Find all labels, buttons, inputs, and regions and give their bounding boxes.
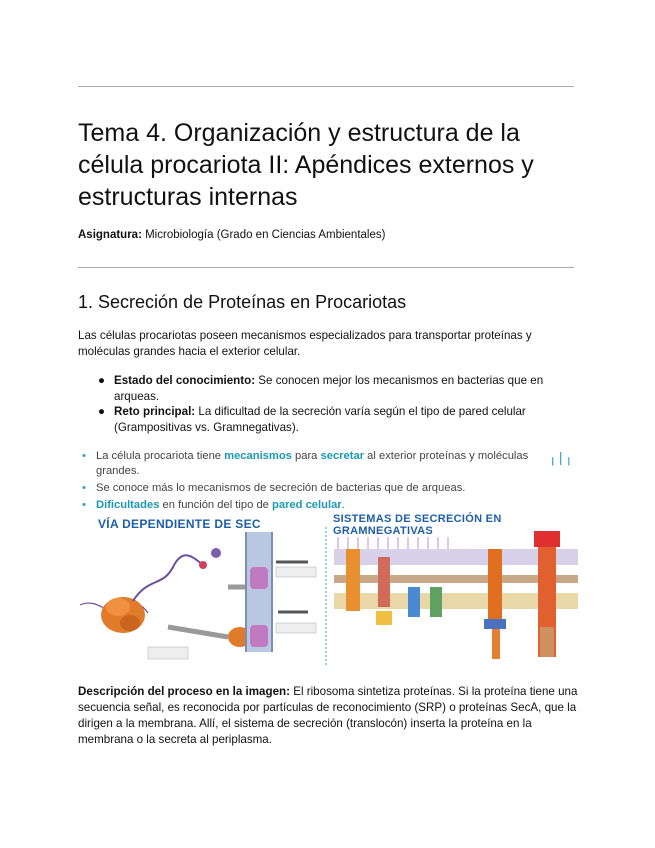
gramnegative-panel xyxy=(334,531,578,659)
caption-label: Descripción del proceso en la imagen: xyxy=(78,685,290,698)
slide-text: . xyxy=(341,499,345,511)
sec-pathway-panel xyxy=(80,532,316,659)
bullet-icon: • xyxy=(82,499,86,511)
ribosome-icon xyxy=(101,597,145,633)
translocon-icon xyxy=(250,625,268,647)
secretion-figure xyxy=(78,527,583,667)
type2-system-icon xyxy=(346,549,360,611)
arrow-icon xyxy=(168,627,228,637)
figure-left-title: VÍA DEPENDIENTE DE SEC xyxy=(98,517,261,531)
subject-line xyxy=(78,229,385,241)
figure-description xyxy=(78,684,578,748)
embedded-slide-image xyxy=(78,443,583,667)
subject-label: Asignatura: xyxy=(78,229,142,241)
section-heading: 1. Secreción de Proteínas en Procariotas xyxy=(78,292,407,312)
seca-icon xyxy=(211,548,221,558)
sec-system-icon xyxy=(430,587,442,617)
figure-right-title: SISTEMAS DE SECRECIÓN EN GRAMNEGATIVAS xyxy=(333,513,502,537)
slide-keyword: Dificultades xyxy=(96,499,160,511)
translocon-icon xyxy=(250,567,268,589)
slide-text: La célula procariota tiene xyxy=(96,450,225,462)
slide-bullet xyxy=(78,449,548,479)
label-box xyxy=(276,623,316,633)
label-box xyxy=(276,567,316,577)
bullet-label: Estado del conocimiento: xyxy=(114,374,256,387)
list-item xyxy=(78,373,548,404)
slide-keyword: pared celular xyxy=(272,499,342,511)
section-divider xyxy=(78,267,574,268)
list-item xyxy=(78,404,548,435)
slide-keyword: secretar xyxy=(320,450,365,462)
signal-peptide xyxy=(199,561,207,569)
slide-keyword: mecanismos xyxy=(224,450,292,462)
slide-text: en función del tipo de xyxy=(159,499,273,511)
key-points-list xyxy=(78,373,548,435)
bullet-label: Reto principal: xyxy=(114,405,196,418)
bullet-text: La dificultad de la secreción varía según el tipo de pared celular (Grampositivas vs. Gramnegativas). xyxy=(114,405,526,434)
slide-bullets xyxy=(78,449,548,515)
bullet-text: Se conocen mejor los mecanismos en bacterias que en arqueas. xyxy=(114,374,544,403)
slide-text: para xyxy=(291,450,321,462)
bullet-icon: ● xyxy=(98,374,106,387)
tat-system-icon xyxy=(408,587,420,617)
protein-chain xyxy=(133,555,203,601)
type1-system-icon xyxy=(488,549,502,619)
slide-bullet xyxy=(78,481,548,496)
top-divider xyxy=(78,86,574,87)
label-box xyxy=(148,647,188,659)
slide-bullet xyxy=(78,498,548,513)
slide-decoration: ╷|╷ xyxy=(548,449,575,465)
page-title: Tema 4. Organización y estructura de la célula procariota II: Apéndices externos y estructuras internas xyxy=(78,119,534,211)
bullet-icon: • xyxy=(82,450,86,462)
subject-value: Microbiología (Grado en Ciencias Ambientales) xyxy=(141,229,386,241)
slide-text: Se conoce más lo mecanismos de secreción de bacterias que de arqueas. xyxy=(96,482,466,494)
caption-text: El ribosoma sintetiza proteínas. Si la proteína tiene una secuencia señal, es reconocida por partículas de reconocimiento (SRP) o proteínas SecA, que la dirigen a la membrana. Allí, el sistema de secreción (translocón) inserta la proteína en la membrana o la secreta al periplasma. xyxy=(78,685,578,746)
type5-system-icon xyxy=(378,557,390,607)
intro-paragraph: Las células procariotas poseen mecanismos especializados para transportar proteínas y moléculas grandes hacia el exterior celular. xyxy=(78,329,532,358)
slide-text: al exterior proteínas y moléculas grandes. xyxy=(96,450,529,477)
bullet-icon: ● xyxy=(98,405,106,418)
bullet-icon: • xyxy=(82,482,86,494)
